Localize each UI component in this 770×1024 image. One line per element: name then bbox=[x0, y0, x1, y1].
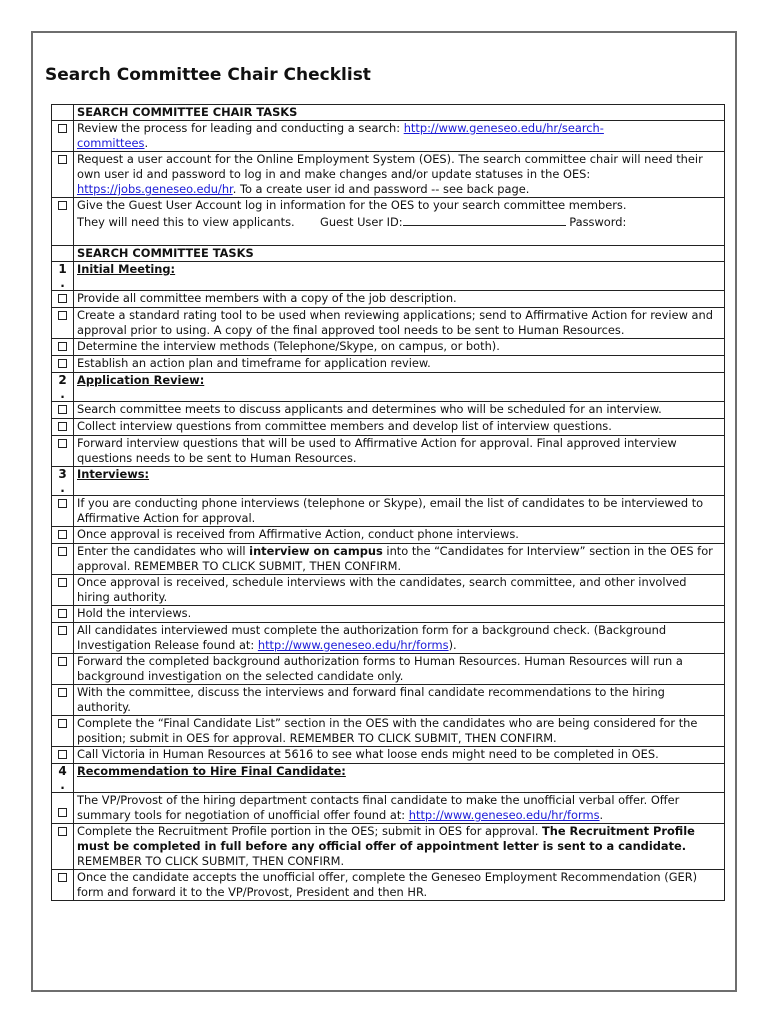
checklist-row bbox=[52, 121, 725, 152]
section-number: 4 bbox=[58, 764, 67, 778]
section-row: 1 . Initial Meeting: bbox=[52, 262, 725, 291]
task-text: With the committee, discuss the interviews and forward final candidate recommendations to the hiring authority. bbox=[74, 685, 725, 716]
search-process-link[interactable]: http://www.geneseo.edu/hr/search- bbox=[403, 121, 604, 135]
task-text: Forward interview questions that will be used to Affirmative Action for approval. Final approved interview questions needs to be sent to Human Resources. bbox=[74, 436, 725, 467]
task-text: Request a user account for the Online Employment System (OES). The search committee chair will need their own user id and password to log in and make changes and/or update statuses in the OES: https://jobs.geneseo.edu/hr. To a create user id and password -- see back page. bbox=[74, 152, 725, 198]
checklist-row bbox=[52, 716, 725, 747]
checkbox[interactable] bbox=[58, 547, 67, 556]
checkbox[interactable] bbox=[58, 342, 67, 351]
forms-link[interactable]: http://www.geneseo.edu/hr/forms bbox=[257, 638, 449, 652]
task-text: Complete the “Final Candidate List” section in the OES with the candidates who are being considered for the position; submit in OES for approval. REMEMBER TO CLICK SUBMIT, THEN CONFIRM. bbox=[74, 716, 725, 747]
page-title: Search Committee Chair Checklist bbox=[45, 65, 371, 85]
checkbox[interactable] bbox=[58, 155, 67, 164]
checkbox[interactable] bbox=[58, 499, 67, 508]
section-number: 1 bbox=[58, 262, 67, 276]
task-text: Establish an action plan and timeframe for application review. bbox=[74, 356, 725, 373]
checkbox[interactable] bbox=[58, 201, 67, 210]
oes-link[interactable]: https://jobs.geneseo.edu/hr bbox=[77, 182, 233, 196]
checklist-row bbox=[52, 824, 725, 870]
task-text: Complete the Recruitment Profile portion in the OES; submit in OES for approval. The Recruitment Profile must be completed in full before any official offer of appointment letter is sent to a candidate. REMEMBER TO CLICK SUBMIT, THEN CONFIRM. bbox=[74, 824, 725, 870]
checkbox[interactable] bbox=[58, 750, 67, 759]
checklist-row bbox=[52, 198, 725, 246]
task-text: Create a standard rating tool to be used when reviewing applications; send to Affirmative Action for review and approval prior to using. A copy of the final approved tool needs to be sent to Human Resources. bbox=[74, 308, 725, 339]
checklist-row bbox=[52, 436, 725, 467]
checklist-row bbox=[52, 308, 725, 339]
task-text: Search committee meets to discuss applicants and determines who will be scheduled for an interview. bbox=[74, 402, 725, 419]
task-text: Determine the interview methods (Telephone/Skype, on campus, or both). bbox=[74, 339, 725, 356]
checkbox[interactable] bbox=[58, 657, 67, 666]
checklist-row bbox=[52, 870, 725, 901]
checkbox[interactable] bbox=[58, 422, 67, 431]
section-title: Initial Meeting: bbox=[74, 262, 725, 291]
checklist-row bbox=[52, 575, 725, 606]
task-text: Call Victoria in Human Resources at 5616 to see what loose ends might need to be completed in OES. bbox=[74, 747, 725, 764]
task-text: All candidates interviewed must complete the authorization form for a background check. (Background Investigation Release found at: http://www.geneseo.edu/hr/forms). bbox=[74, 623, 725, 654]
section-title: Interviews: bbox=[74, 467, 725, 496]
task-text: Once approval is received from Affirmative Action, conduct phone interviews. bbox=[74, 527, 725, 544]
checklist-table bbox=[51, 104, 725, 901]
checklist-row bbox=[52, 356, 725, 373]
checkbox[interactable] bbox=[58, 359, 67, 368]
checklist-row bbox=[52, 496, 725, 527]
task-text: Forward the completed background authorization forms to Human Resources. Human Resources will run a background investigation on the selected candidate only. bbox=[74, 654, 725, 685]
chair-tasks-heading: SEARCH COMMITTEE CHAIR TASKS bbox=[74, 105, 725, 121]
checklist-row bbox=[52, 152, 725, 198]
checkbox[interactable] bbox=[58, 294, 67, 303]
checkbox[interactable] bbox=[58, 609, 67, 618]
section-title: Application Review: bbox=[74, 373, 725, 402]
task-text: Hold the interviews. bbox=[74, 606, 725, 623]
checklist-row bbox=[52, 527, 725, 544]
checklist-row bbox=[52, 544, 725, 575]
task-text: Collect interview questions from committee members and develop list of interview questions. bbox=[74, 419, 725, 436]
section-row: 4 . Recommendation to Hire Final Candidate: bbox=[52, 764, 725, 793]
section-row: 3 . Interviews: bbox=[52, 467, 725, 496]
checkbox[interactable] bbox=[58, 405, 67, 414]
checklist-row bbox=[52, 623, 725, 654]
checklist-row bbox=[52, 685, 725, 716]
checklist-row bbox=[52, 419, 725, 436]
section-title: Recommendation to Hire Final Candidate: bbox=[74, 764, 725, 793]
checkbox[interactable] bbox=[58, 873, 67, 882]
checklist-row bbox=[52, 606, 725, 623]
checkbox[interactable] bbox=[58, 124, 67, 133]
task-text: Enter the candidates who will interview on campus into the “Candidates for Interview” section in the OES for approval. REMEMBER TO CLICK SUBMIT, THEN CONFIRM. bbox=[74, 544, 725, 575]
task-text: Give the Guest User Account log in information for the OES to your search committee members. They will need this to view applicants. Guest User ID: Password: bbox=[74, 198, 725, 246]
section-row: 2 . Application Review: bbox=[52, 373, 725, 402]
forms-link[interactable]: http://www.geneseo.edu/hr/forms bbox=[408, 808, 600, 822]
checkbox[interactable] bbox=[58, 808, 67, 817]
task-text: Review the process for leading and conducting a search: http://www.geneseo.edu/hr/search- committees. bbox=[74, 121, 725, 152]
section-number: 3 bbox=[58, 467, 67, 481]
checkbox[interactable] bbox=[58, 688, 67, 697]
committee-tasks-heading: SEARCH COMMITTEE TASKS bbox=[74, 246, 725, 262]
checklist-row bbox=[52, 654, 725, 685]
checkbox[interactable] bbox=[58, 311, 67, 320]
checkbox[interactable] bbox=[58, 626, 67, 635]
guest-user-id-field[interactable] bbox=[403, 213, 566, 226]
checklist-row bbox=[52, 339, 725, 356]
checklist-row bbox=[52, 402, 725, 419]
checkbox[interactable] bbox=[58, 719, 67, 728]
search-process-link-cont[interactable]: committees bbox=[77, 136, 145, 150]
checkbox[interactable] bbox=[58, 439, 67, 448]
task-text: Provide all committee members with a copy of the job description. bbox=[74, 291, 725, 308]
checkbox[interactable] bbox=[58, 530, 67, 539]
checklist-row bbox=[52, 793, 725, 824]
task-text: The VP/Provost of the hiring department contacts final candidate to make the unofficial verbal offer. Offer summary tools for negotiation of unofficial offer found at: http://www.geneseo.edu/hr/forms. bbox=[74, 793, 725, 824]
checklist-row bbox=[52, 747, 725, 764]
checkbox[interactable] bbox=[58, 827, 67, 836]
task-text: Once approval is received, schedule interviews with the candidates, search committee, and other involved hiring authority. bbox=[74, 575, 725, 606]
checklist-row bbox=[52, 291, 725, 308]
task-text: If you are conducting phone interviews (telephone or Skype), email the list of candidates to be interviewed to Affirmative Action for approval. bbox=[74, 496, 725, 527]
section-number: 2 bbox=[58, 373, 67, 387]
checkbox[interactable] bbox=[58, 578, 67, 587]
task-text: Once the candidate accepts the unofficial offer, complete the Geneseo Employment Recommendation (GER) form and forward it to the VP/Provost, President and then HR. bbox=[74, 870, 725, 901]
chair-heading-row bbox=[52, 105, 725, 121]
tasks-heading-row bbox=[52, 246, 725, 262]
